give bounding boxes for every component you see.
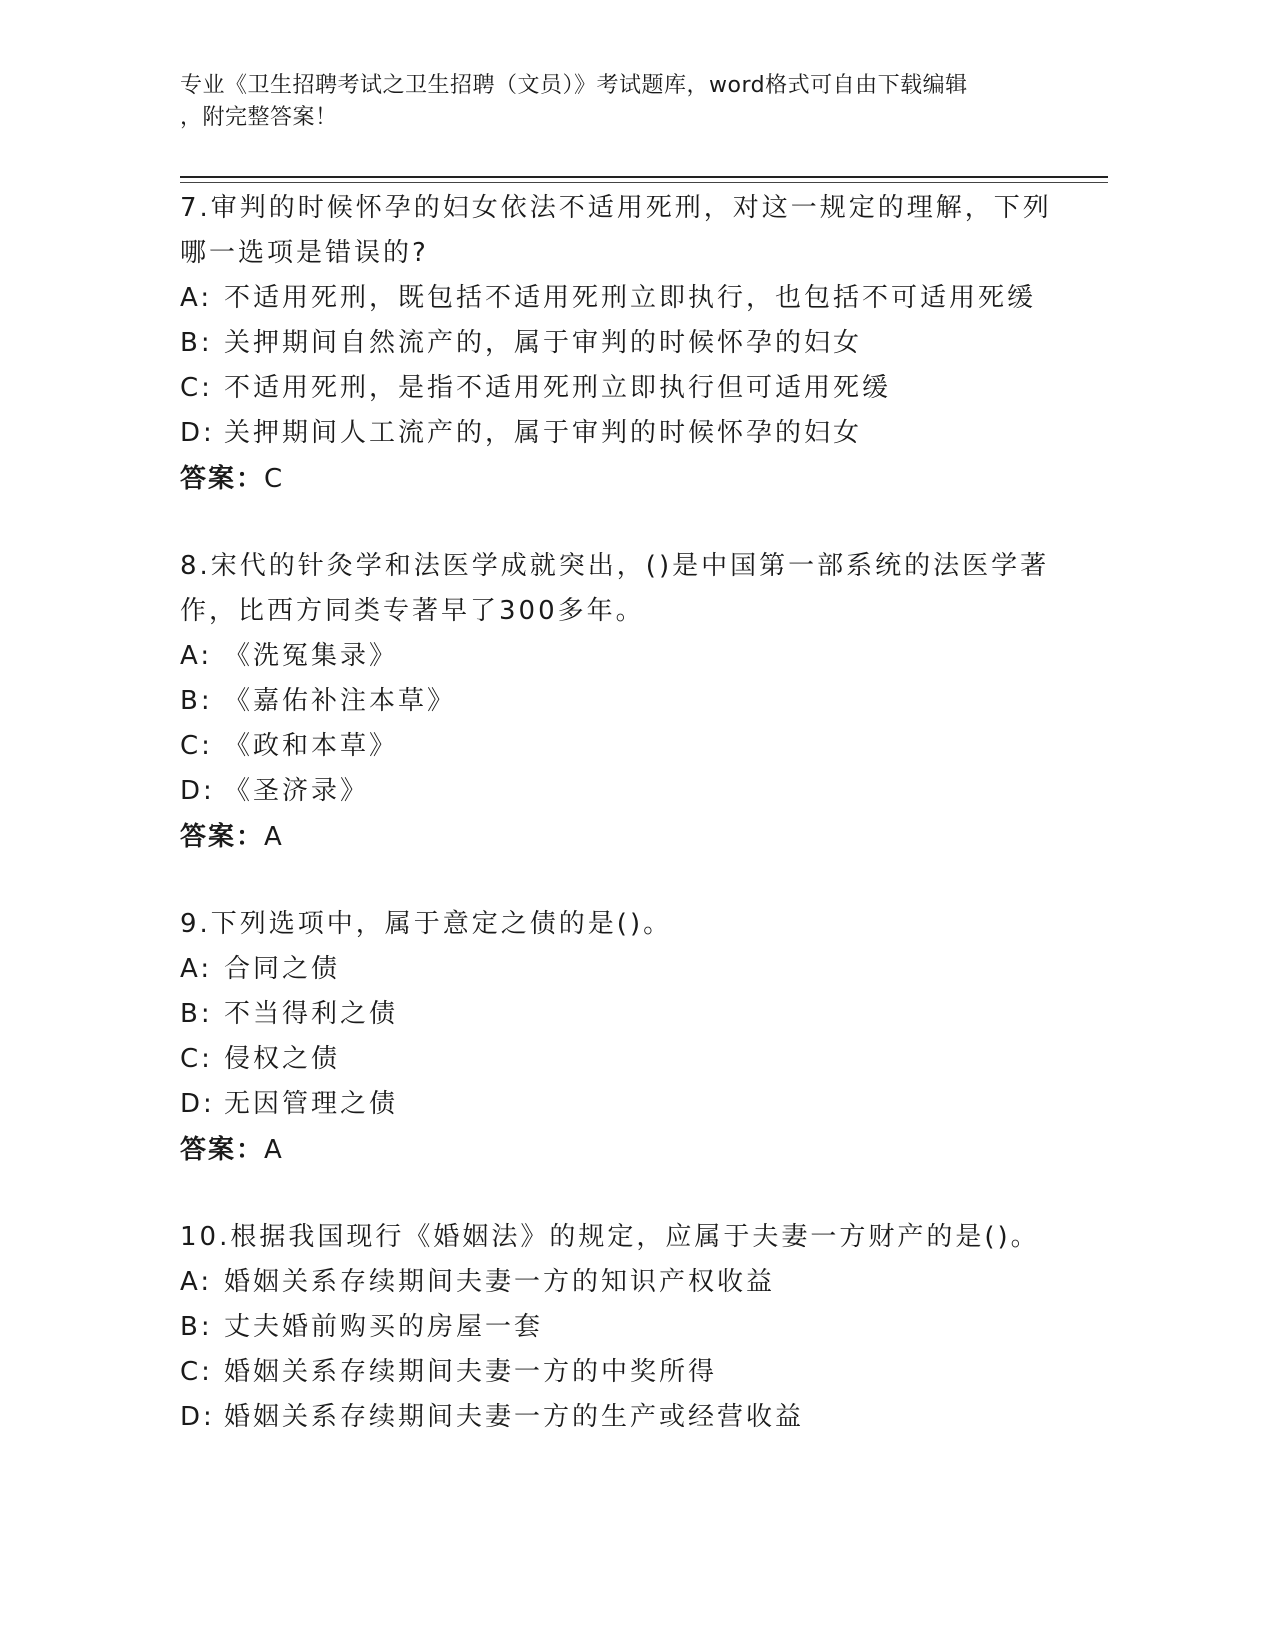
- option-text: 《嘉佑补注本草》: [224, 686, 457, 716]
- option-d: [180, 769, 1080, 814]
- option-letter: C:: [180, 373, 213, 403]
- header-line-1: 专业《卫生招聘考试之卫生招聘（文员）》考试题库，word格式可自由下载编辑: [180, 73, 968, 98]
- option-c: [180, 724, 1080, 769]
- document-header: [180, 70, 1040, 134]
- option-a: [180, 276, 1080, 321]
- option-letter: A:: [180, 954, 213, 984]
- option-text: 《政和本草》: [224, 731, 399, 761]
- option-d: [180, 1395, 1080, 1440]
- question-10: [180, 1215, 1080, 1440]
- answer-value: A: [264, 1135, 284, 1165]
- answer-value: A: [264, 822, 284, 852]
- option-b: [180, 679, 1080, 724]
- option-text: 侵权之债: [224, 1044, 341, 1074]
- question-stem-line: 作，比西方同类专著早了300多年。: [180, 596, 645, 626]
- option-letter: A:: [180, 641, 213, 671]
- header-line-2: ，附完整答案！: [180, 105, 338, 130]
- option-b: [180, 1305, 1080, 1350]
- option-letter: C:: [180, 1357, 213, 1387]
- question-stem-line: 7.审判的时候怀孕的妇女依法不适用死刑，对这一规定的理解，下列: [180, 193, 1052, 223]
- answer-label: 答案：: [180, 822, 265, 852]
- option-letter: D:: [180, 1089, 215, 1119]
- spacer: [180, 502, 1080, 544]
- question-7: [180, 186, 1080, 502]
- option-text: 《圣济录》: [224, 776, 370, 806]
- option-letter: A:: [180, 283, 213, 313]
- question-8: [180, 544, 1080, 860]
- option-letter: D:: [180, 1402, 215, 1432]
- option-b: [180, 992, 1080, 1037]
- option-c: [180, 1350, 1080, 1395]
- option-text: 婚姻关系存续期间夫妻一方的知识产权收益: [224, 1267, 776, 1297]
- option-letter: D:: [180, 418, 215, 448]
- option-d: [180, 411, 1080, 456]
- option-c: [180, 1037, 1080, 1082]
- option-letter: D:: [180, 776, 215, 806]
- option-text: 关押期间人工流产的，属于审判的时候怀孕的妇女: [224, 418, 863, 448]
- option-a: [180, 1260, 1080, 1305]
- option-text: 不适用死刑，既包括不适用死刑立即执行，也包括不可适用死缓: [224, 283, 1037, 313]
- answer-label: 答案：: [180, 1135, 265, 1165]
- question-stem-line: 9.下列选项中，属于意定之债的是()。: [180, 909, 673, 939]
- option-text: 婚姻关系存续期间夫妻一方的生产或经营收益: [224, 1402, 805, 1432]
- answer-line: [180, 814, 1080, 860]
- option-letter: B:: [180, 999, 213, 1029]
- question-stem-line: 哪一选项是错误的?: [180, 238, 429, 268]
- option-text: 不当得利之债: [224, 999, 399, 1029]
- option-text: 关押期间自然流产的，属于审判的时候怀孕的妇女: [224, 328, 863, 358]
- header-rule-thin: [180, 182, 1108, 183]
- spacer: [180, 860, 1080, 902]
- answer-label: 答案：: [180, 464, 265, 494]
- option-letter: B:: [180, 686, 213, 716]
- option-letter: C:: [180, 1044, 213, 1074]
- question-stem-line: 8.宋代的针灸学和法医学成就突出，()是中国第一部系统的法医学著: [180, 551, 1050, 581]
- header-rule-thick: [180, 176, 1108, 178]
- option-letter: B:: [180, 328, 213, 358]
- option-d: [180, 1082, 1080, 1127]
- option-a: [180, 947, 1080, 992]
- spacer: [180, 1173, 1080, 1215]
- question-stem-line: 10.根据我国现行《婚姻法》的规定，应属于夫妻一方财产的是()。: [180, 1222, 1040, 1252]
- option-a: [180, 634, 1080, 679]
- option-text: 不适用死刑，是指不适用死刑立即执行但可适用死缓: [224, 373, 892, 403]
- option-text: 婚姻关系存续期间夫妻一方的中奖所得: [224, 1357, 718, 1387]
- option-text: 合同之债: [224, 954, 341, 984]
- option-c: [180, 366, 1080, 411]
- option-letter: A:: [180, 1267, 213, 1297]
- question-9: [180, 902, 1080, 1173]
- option-letter: B:: [180, 1312, 213, 1342]
- option-letter: C:: [180, 731, 213, 761]
- answer-line: [180, 456, 1080, 502]
- option-text: 丈夫婚前购买的房屋一套: [224, 1312, 544, 1342]
- option-text: 《洗冤集录》: [224, 641, 399, 671]
- answer-value: C: [264, 464, 285, 494]
- question-list: [180, 186, 1080, 1440]
- answer-line: [180, 1127, 1080, 1173]
- option-text: 无因管理之债: [224, 1089, 399, 1119]
- option-b: [180, 321, 1080, 366]
